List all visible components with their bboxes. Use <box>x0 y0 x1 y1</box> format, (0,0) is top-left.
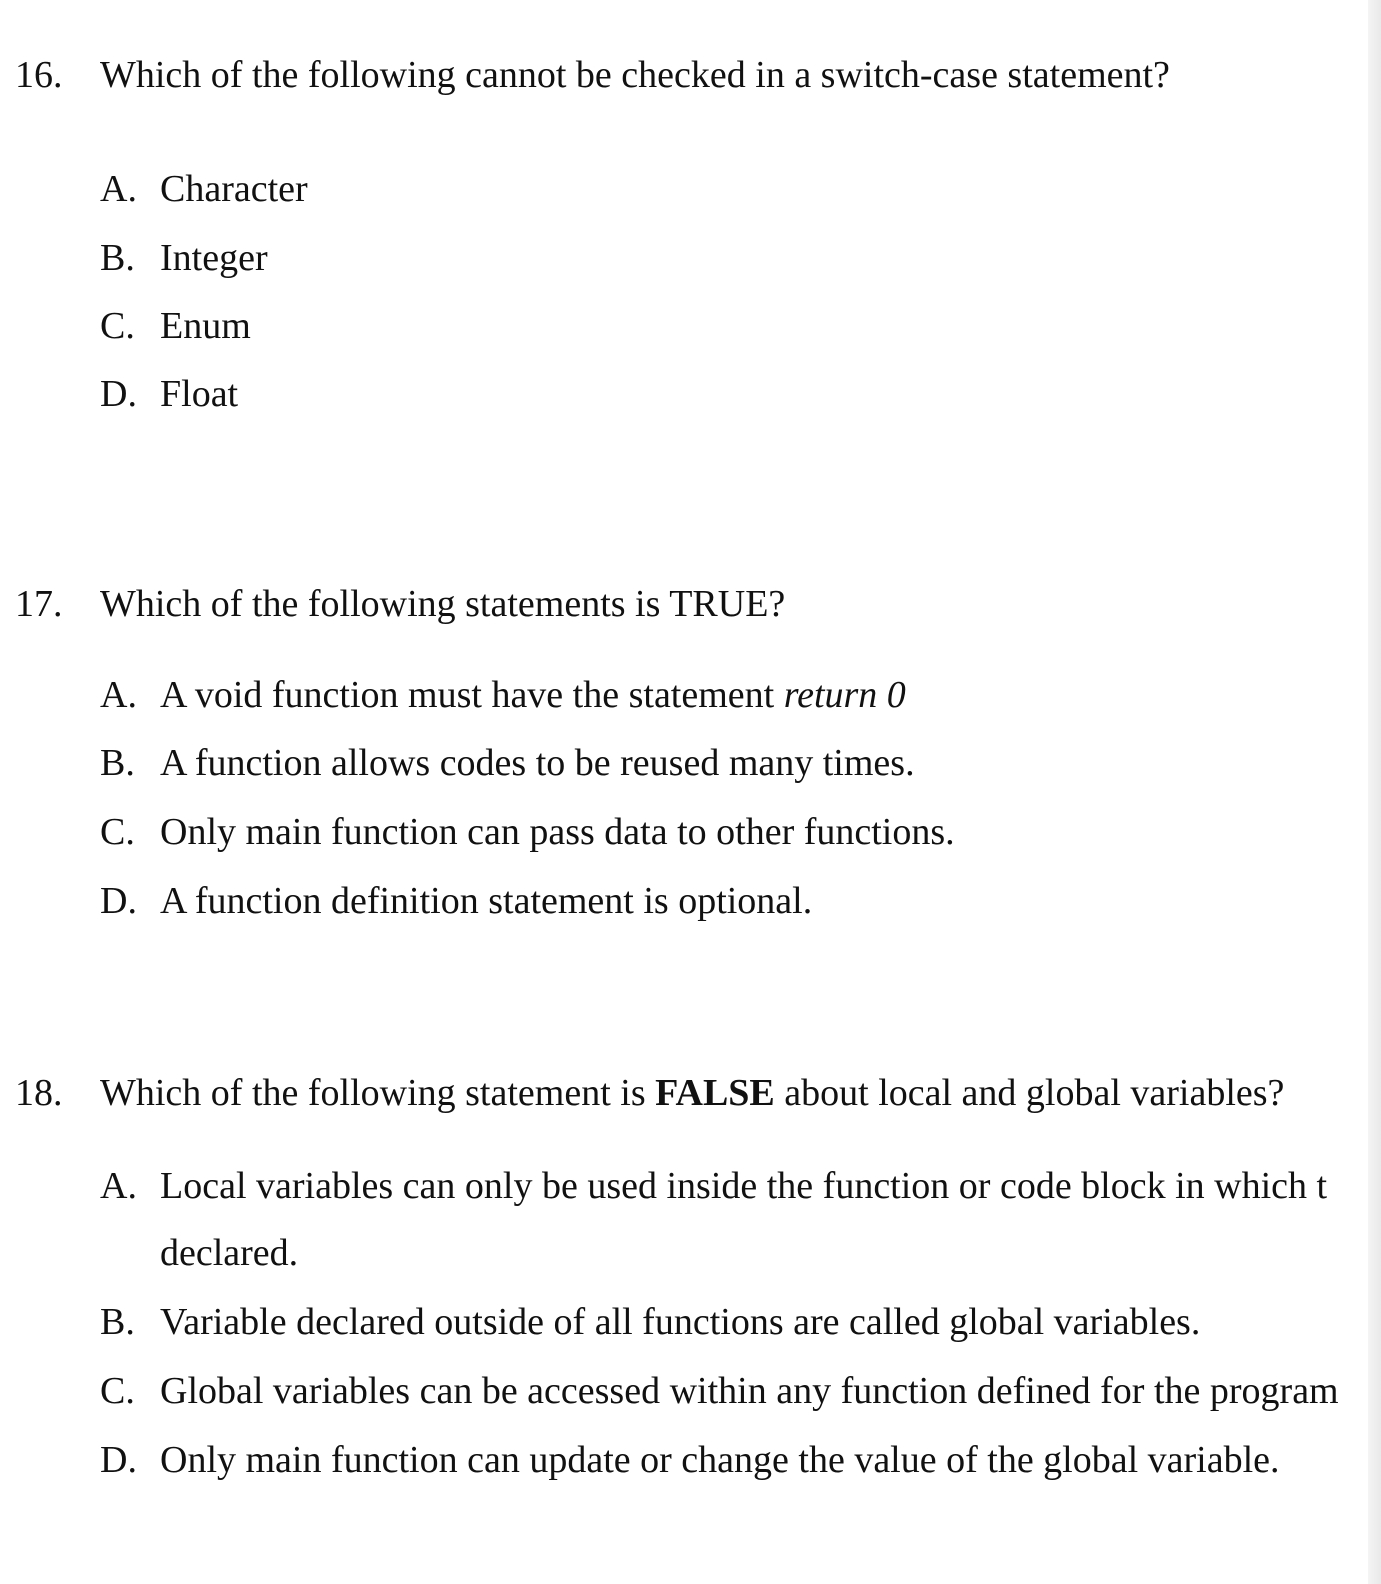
option-text: Only main function can pass data to other functions. <box>160 811 955 853</box>
option-text: Character <box>160 168 308 210</box>
option-text: A function allows codes to be reused many times. <box>160 742 915 784</box>
question-number: 17. <box>15 583 63 625</box>
question-18-option-c[interactable] <box>100 1368 1368 1414</box>
option-text: Global variables can be accessed within any function defined for the program <box>160 1370 1339 1412</box>
question-16-option-b[interactable] <box>100 235 1360 281</box>
option-text: Only main function can update or change the value of the global variable. <box>160 1439 1280 1481</box>
question-text <box>100 1070 1284 1116</box>
question-text-part: Which of the following statement is <box>100 1072 656 1114</box>
question-text-part: about local and global variables? <box>774 1072 1285 1114</box>
option-code-emphasis: return 0 <box>783 674 906 716</box>
option-letter: B. <box>100 1301 135 1343</box>
option-text-wrapper <box>160 672 906 718</box>
question-16-option-d[interactable] <box>100 371 1360 417</box>
option-letter: A. <box>100 168 137 210</box>
option-letter: A. <box>100 674 137 716</box>
question-emphasis-false: FALSE <box>655 1072 775 1114</box>
page-edge-shadow <box>1368 0 1381 1584</box>
option-letter: C. <box>100 811 135 853</box>
question-18-option-b[interactable] <box>100 1299 1360 1345</box>
option-text: Integer <box>160 237 268 279</box>
question-17-option-c[interactable] <box>100 809 1360 855</box>
option-text: Enum <box>160 305 251 347</box>
option-text: A void function must have the statement <box>160 674 784 716</box>
question-number: 18. <box>15 1072 63 1114</box>
question-16-option-c[interactable] <box>100 303 1360 349</box>
question-17-option-a[interactable] <box>100 672 1360 718</box>
question-17-option-d[interactable] <box>100 878 1360 924</box>
question-18-option-a[interactable] <box>100 1163 1368 1209</box>
question-text: Which of the following statements is TRUE? <box>100 583 786 625</box>
option-letter: D. <box>100 373 137 415</box>
option-text: Variable declared outside of all functions are called global variables. <box>160 1301 1201 1343</box>
question-16-option-a[interactable] <box>100 166 1360 212</box>
question-16 <box>15 52 1315 98</box>
question-18 <box>15 1070 1360 1116</box>
question-18-option-a-continuation: declared. <box>160 1232 299 1274</box>
option-text: Local variables can only be used inside the function or code block in which t <box>160 1165 1328 1207</box>
option-letter: D. <box>100 880 137 922</box>
option-text: A function definition statement is optional. <box>160 880 813 922</box>
question-text: Which of the following cannot be checked in a switch-case statement? <box>100 54 1170 96</box>
option-letter: B. <box>100 742 135 784</box>
option-text: Float <box>160 373 239 415</box>
question-number: 16. <box>15 54 63 96</box>
question-17-option-b[interactable] <box>100 740 1360 786</box>
option-letter: C. <box>100 305 135 347</box>
question-18-option-d[interactable] <box>100 1437 1360 1483</box>
option-letter: C. <box>100 1370 135 1412</box>
question-17 <box>15 581 1315 627</box>
option-letter: A. <box>100 1165 137 1207</box>
option-letter: B. <box>100 237 135 279</box>
option-letter: D. <box>100 1439 137 1481</box>
